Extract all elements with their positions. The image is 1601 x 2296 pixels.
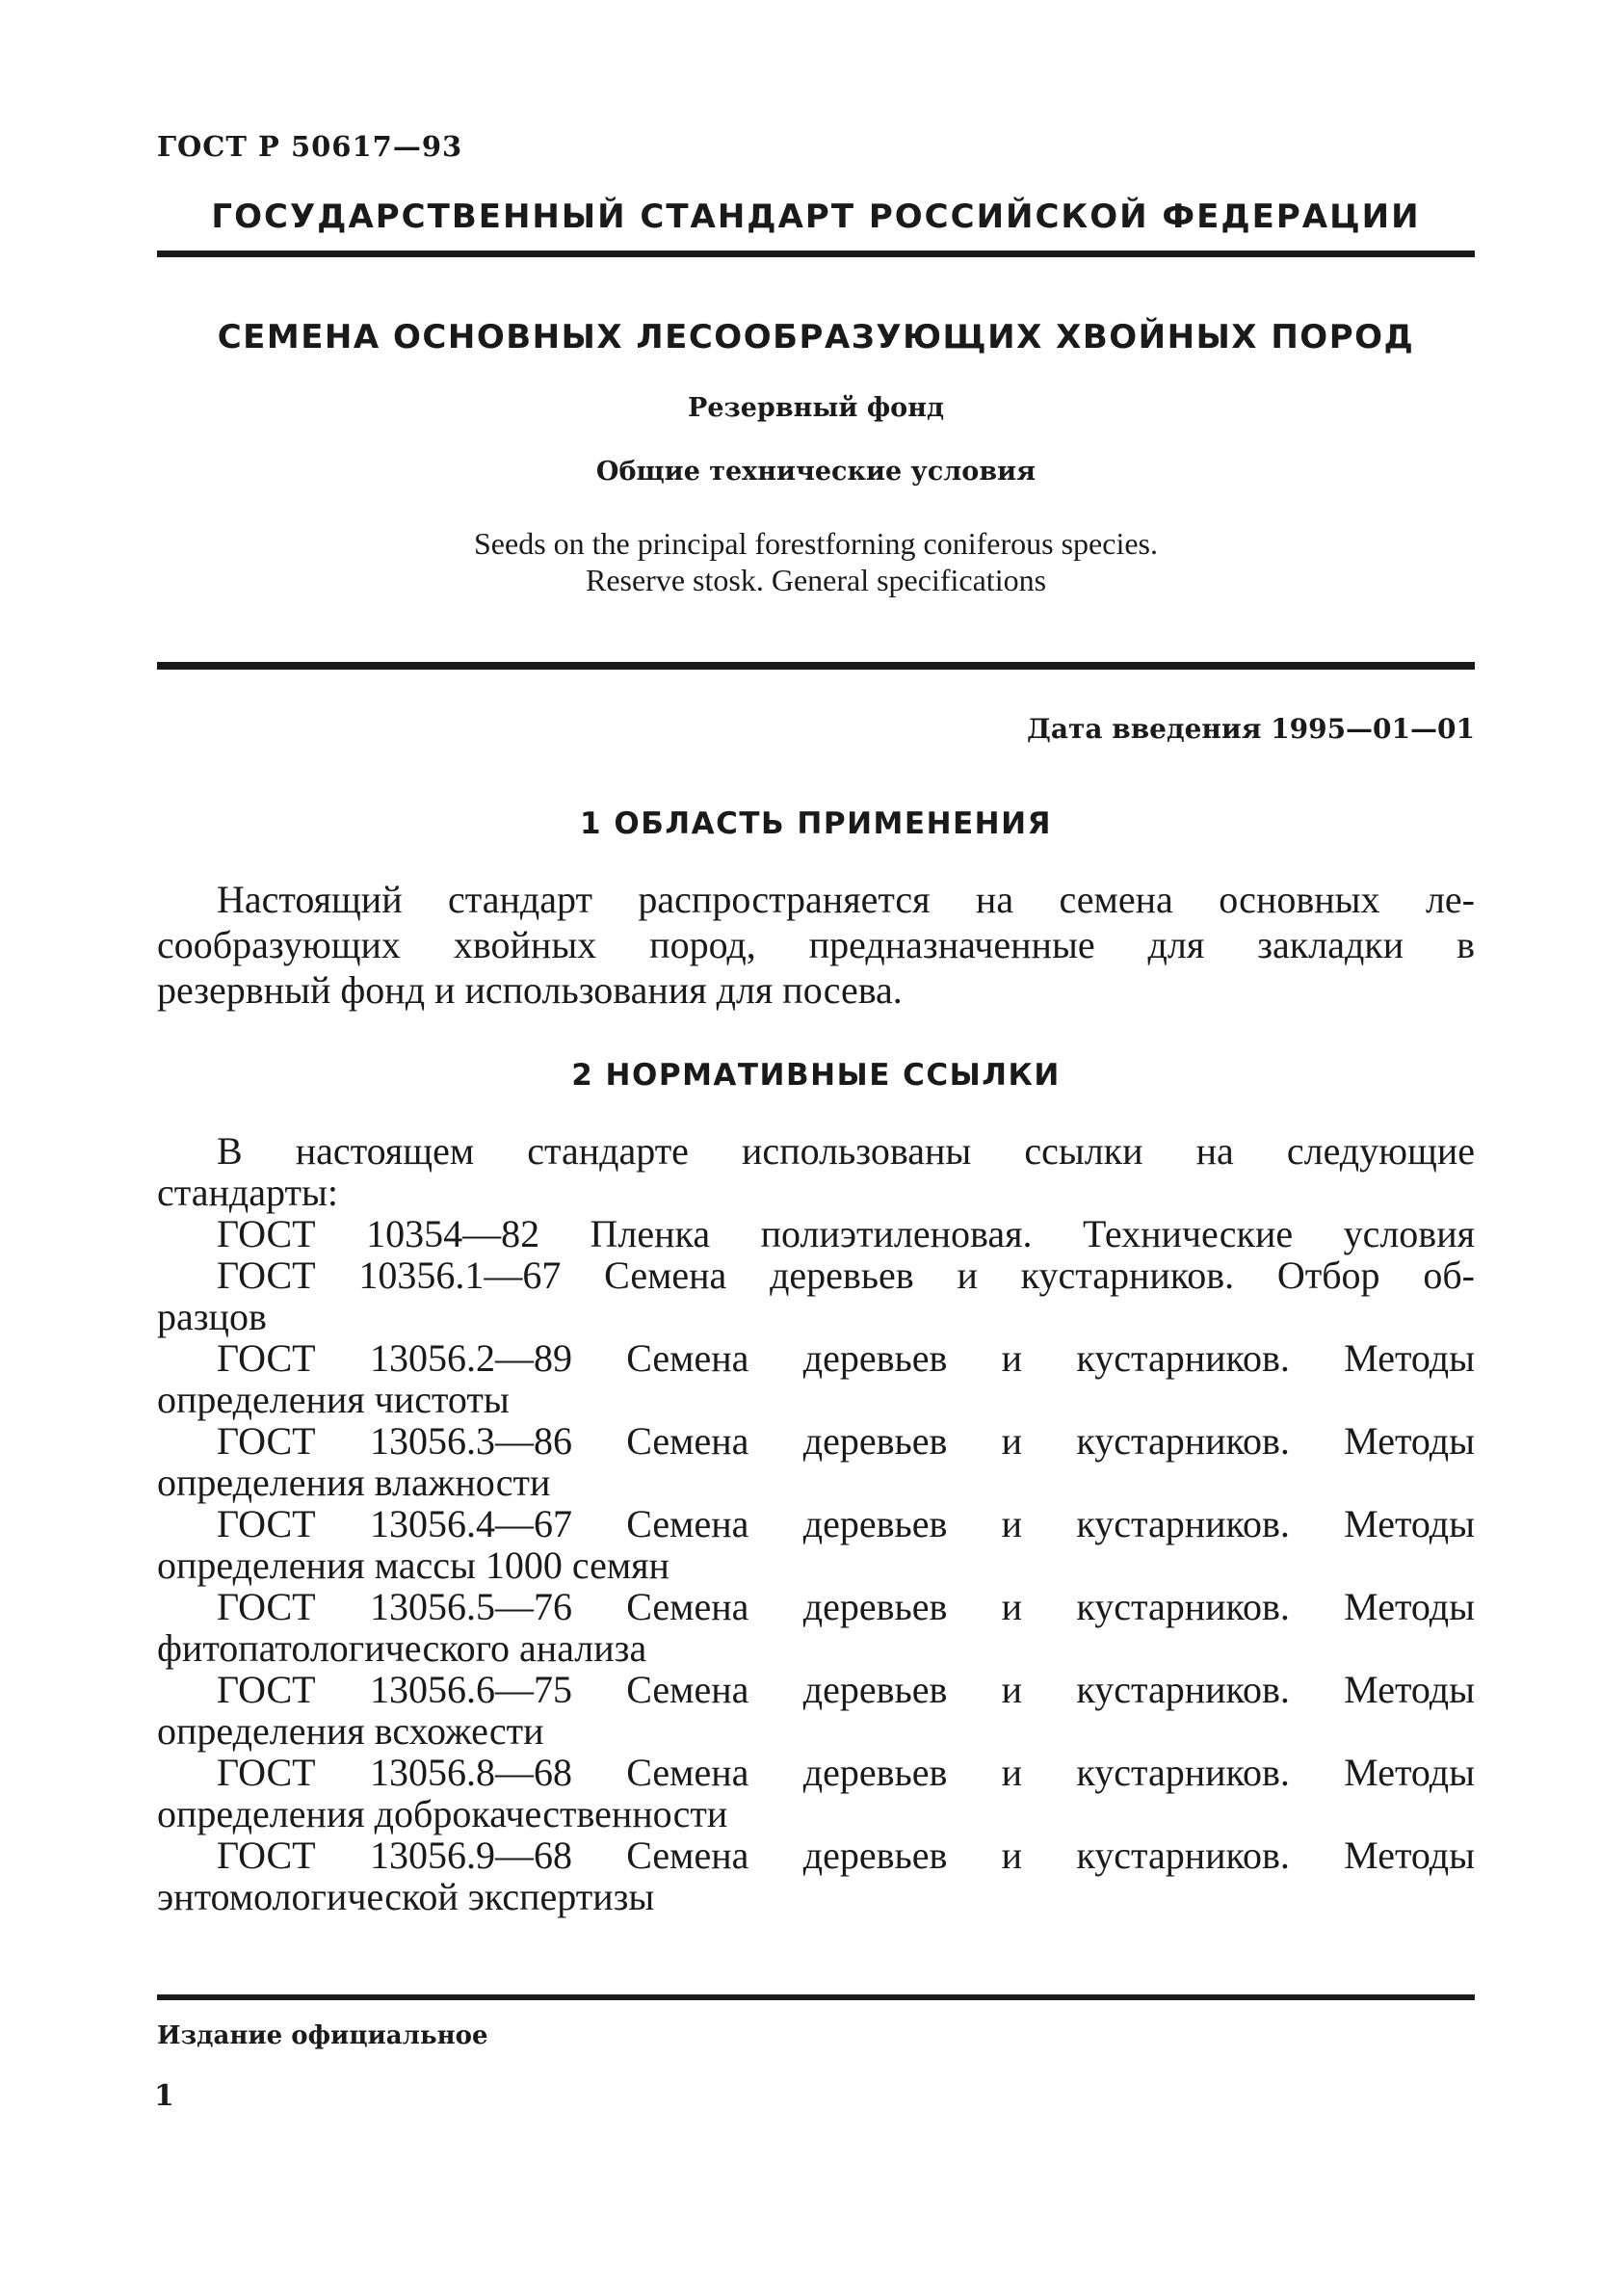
reference-line: определения доброкачественности xyxy=(157,1792,728,1835)
top-rule xyxy=(157,251,1475,257)
reference-line: энтомологической экспертизы xyxy=(157,1875,655,1918)
reference-line: ГОСТ 13056.3—86 Семена деревьев и кустарников. Методы xyxy=(217,1419,1475,1463)
paragraph-line: Настоящий стандарт распространяется на семена основных ле- xyxy=(217,878,1475,921)
state-standard-title: ГОСУДАРСТВЕННЫЙ СТАНДАРТ РОССИЙСКОЙ ФЕДЕРАЦИИ xyxy=(211,198,1421,236)
reference-line: ГОСТ 10354—82 Пленка полиэтиленовая. Технические условия xyxy=(217,1212,1475,1255)
document-code: ГОСТ Р 50617—93 xyxy=(157,130,463,163)
standard-subtitle-specs: Общие технические условия xyxy=(595,457,1037,487)
reference-line: определения массы 1000 семян xyxy=(157,1544,669,1587)
english-title xyxy=(157,525,1475,598)
paragraph-line: резервный фонд и использования для посева. xyxy=(157,968,903,1012)
section-1-paragraph xyxy=(157,877,1475,1013)
section-1-heading: 1 ОБЛАСТЬ ПРИМЕНЕНИЯ xyxy=(580,806,1052,841)
reference-line: определения влажности xyxy=(157,1461,551,1504)
reference-line: определения чистоты xyxy=(157,1378,510,1421)
reference-line: разцов xyxy=(157,1295,267,1338)
english-title-line: Seeds on the principal forestforning coniferous species. xyxy=(473,526,1158,561)
reference-line: ГОСТ 13056.5—76 Семена деревьев и кустарников. Методы xyxy=(217,1585,1475,1628)
introduction-date: Дата введения 1995—01—01 xyxy=(1026,713,1475,745)
standard-title: СЕМЕНА ОСНОВНЫХ ЛЕСООБРАЗУЮЩИХ ХВОЙНЫХ ПОРОД xyxy=(217,318,1415,356)
reference-line: ГОСТ 13056.4—67 Семена деревьев и кустарников. Методы xyxy=(217,1502,1475,1545)
page-number: 1 xyxy=(154,2079,174,2113)
reference-line: ГОСТ 10356.1—67 Семена деревьев и кустарников. Отбор об- xyxy=(217,1254,1475,1297)
paragraph-line: сообразующих хвойных пород, предназначенные для закладки в xyxy=(157,923,1475,966)
normative-references-list xyxy=(157,1130,1475,1917)
footer-rule xyxy=(157,1994,1475,2000)
reference-line: ГОСТ 13056.6—75 Семена деревьев и кустарников. Методы xyxy=(217,1668,1475,1711)
official-edition-note: Издание официальное xyxy=(157,2021,488,2050)
reference-line: ГОСТ 13056.9—68 Семена деревьев и кустарников. Методы xyxy=(217,1834,1475,1877)
reference-line: ГОСТ 13056.8—68 Семена деревьев и кустарников. Методы xyxy=(217,1751,1475,1794)
reference-line: стандарты: xyxy=(157,1171,338,1214)
reference-line: В настоящем стандарте использованы ссылки на следующие xyxy=(217,1129,1475,1173)
reference-line: фитопатологического анализа xyxy=(157,1626,647,1670)
title-rule xyxy=(157,662,1475,670)
section-2-heading: 2 НОРМАТИВНЫЕ ССЫЛКИ xyxy=(571,1058,1061,1093)
reference-line: определения всхожести xyxy=(157,1709,544,1753)
reference-line: ГОСТ 13056.2—89 Семена деревьев и кустарников. Методы xyxy=(217,1336,1475,1380)
standard-subtitle-reserve: Резервный фонд xyxy=(688,393,944,423)
english-title-line: Reserve stosk. General specifications xyxy=(585,563,1047,597)
